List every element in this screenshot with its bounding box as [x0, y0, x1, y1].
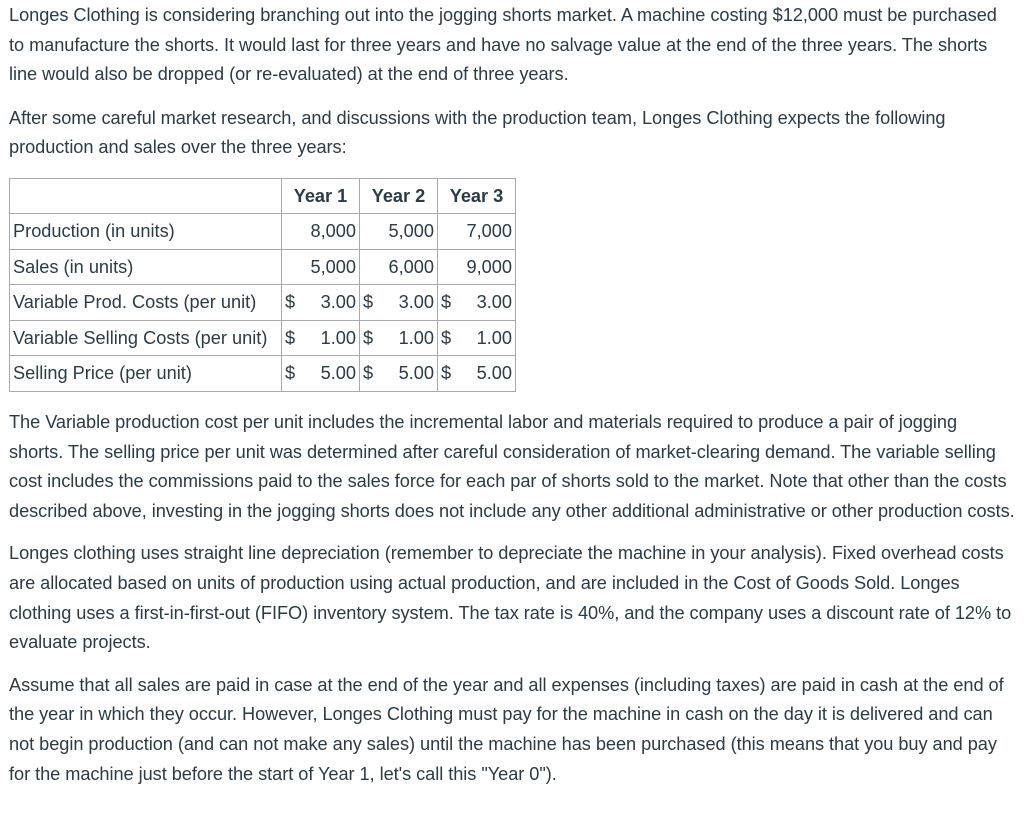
money-cell	[360, 285, 438, 321]
cell-value: 9,000	[438, 249, 516, 285]
forecast-table	[9, 178, 516, 392]
currency-symbol: $	[441, 327, 452, 348]
research-paragraph: After some careful market research, and discussions with the production team, Longes Clothing expects the following production and sales over the three years:	[9, 107, 946, 158]
row-label: Variable Selling Costs (per unit)	[10, 320, 282, 356]
currency-symbol: $	[285, 327, 296, 348]
row-label: Selling Price (per unit)	[10, 356, 282, 392]
currency-symbol: $	[441, 292, 452, 313]
money-cell	[360, 320, 438, 356]
depreciation-paragraph: Longes clothing uses straight line depreciation (remember to depreciate the machine in your analysis). Fixed overhead costs are allocated based on units of production using actual production, and are included in the Cost of Goods Sold. Longes clothing uses a first-in-first-out (FIFO) inventory system. The tax rate is 40%, and the company uses a discount rate of 12% to evaluate projects.	[9, 543, 1012, 653]
currency-symbol: $	[363, 363, 374, 384]
row-label: Sales (in units)	[10, 249, 282, 285]
row-label: Variable Prod. Costs (per unit)	[10, 285, 282, 321]
money-cell	[438, 356, 516, 392]
cell-value: 5.00	[476, 363, 512, 384]
header-year-1: Year 1	[282, 178, 360, 214]
table-row	[10, 320, 516, 356]
table-row	[10, 285, 516, 321]
intro-paragraph: Longes Clothing is considering branching out into the jogging shorts market. A machine costing $12,000 must be purchased to manufacture the shorts. It would last for three years and have no salvage value at the end of the three years. The shorts line would also be dropped (or re-evaluated) at the end of three years.	[9, 5, 997, 85]
cell-value: 3.00	[398, 292, 434, 313]
cell-value: 3.00	[476, 292, 512, 313]
header-year-3: Year 3	[438, 178, 516, 214]
variable-costs-paragraph: The Variable production cost per unit includes the incremental labor and materials required to produce a pair of jogging shorts. The selling price per unit was determined after careful consideration of market-clearing demand. The variable selling cost includes the commissions paid to the sales force for each par of shorts sold to the market. Note that other than the costs described above, investing in the jogging shorts does not include any other additional administrative or other production costs.	[9, 411, 1015, 521]
table-header-row	[10, 178, 516, 214]
cell-value: 6,000	[360, 249, 438, 285]
cell-value: 5,000	[360, 214, 438, 250]
money-cell	[282, 356, 360, 392]
currency-symbol: $	[363, 327, 374, 348]
cell-value: 1.00	[320, 327, 356, 348]
table-corner-cell	[10, 178, 282, 214]
money-cell	[282, 285, 360, 321]
table-row	[10, 356, 516, 392]
currency-symbol: $	[441, 363, 452, 384]
cell-value: 5,000	[282, 249, 360, 285]
cell-value: 1.00	[476, 327, 512, 348]
table-row	[10, 214, 516, 250]
cell-value: 5.00	[398, 363, 434, 384]
row-label: Production (in units)	[10, 214, 282, 250]
currency-symbol: $	[285, 292, 296, 313]
cell-value: 7,000	[438, 214, 516, 250]
cell-value: 3.00	[320, 292, 356, 313]
money-cell	[438, 320, 516, 356]
money-cell	[438, 285, 516, 321]
currency-symbol: $	[363, 292, 374, 313]
problem-statement	[0, 1, 1024, 789]
payment-paragraph: Assume that all sales are paid in case at the end of the year and all expenses (including taxes) are paid in cash at the end of the year in which they occur. However, Longes Clothing must pay for the machine in cash on the day it is delivered and can not begin production (and can not make any sales) until the machine has been purchased (this means that you buy and pay for the machine just before the start of Year 1, let's call this "Year 0").	[9, 674, 1004, 784]
money-cell	[282, 320, 360, 356]
currency-symbol: $	[285, 363, 296, 384]
cell-value: 1.00	[398, 327, 434, 348]
header-year-2: Year 2	[360, 178, 438, 214]
table-row	[10, 249, 516, 285]
cell-value: 8,000	[282, 214, 360, 250]
cell-value: 5.00	[320, 363, 356, 384]
money-cell	[360, 356, 438, 392]
